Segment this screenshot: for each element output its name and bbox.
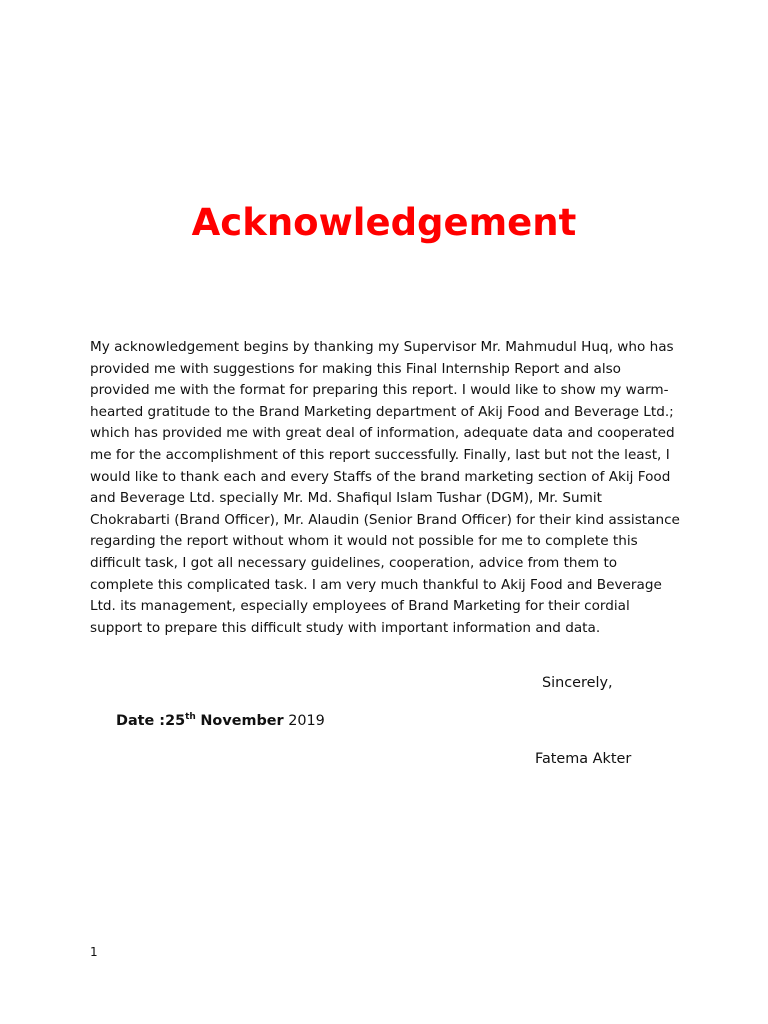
acknowledgement-paragraph: My acknowledgement begins by thanking my Supervisor Mr. Mahmudul Huq, who has provided me with suggestions for making this Final Internship Report and also provided me with the format for preparing this report. I would like to show my warm-hearted gratitude to the Brand Marketing department of Akij Food and Beverage Ltd.; which has provided me with great deal of information, adequate data and cooperated me for the accomplishment of this report successfully. Finally, last but not the least, I would like to thank each and every Staffs of the brand marketing section of Akij Food and Beverage Ltd. specially Mr. Md. Shafiqul Islam Tushar (DGM), Mr. Sumit Chokrabarti (Brand Officer), Mr. Alaudin (Senior Brand Officer) for their kind assistance regarding the report without whom it would not possible for me to complete this difficult task, I got all necessary guidelines, cooperation, advice from them to complete this complicated task. I am very much thankful to Akij Food and Beverage Ltd. its management, especially employees of Brand Marketing for their cordial support to prepare this difficult study with important information and data. <box>90 339 680 636</box>
date-day: 25 <box>165 713 186 729</box>
page-title: Acknowledgement <box>191 201 577 244</box>
date-year: 2019 <box>288 713 325 729</box>
date-month: November <box>200 713 284 729</box>
date-day-suffix: th <box>185 712 196 723</box>
date-label: Date : <box>116 713 166 729</box>
page-number: 1 <box>90 945 98 959</box>
author-name: Fatema Akter <box>535 751 632 767</box>
date-line <box>116 711 325 731</box>
sign-off: Sincerely, <box>542 675 613 691</box>
